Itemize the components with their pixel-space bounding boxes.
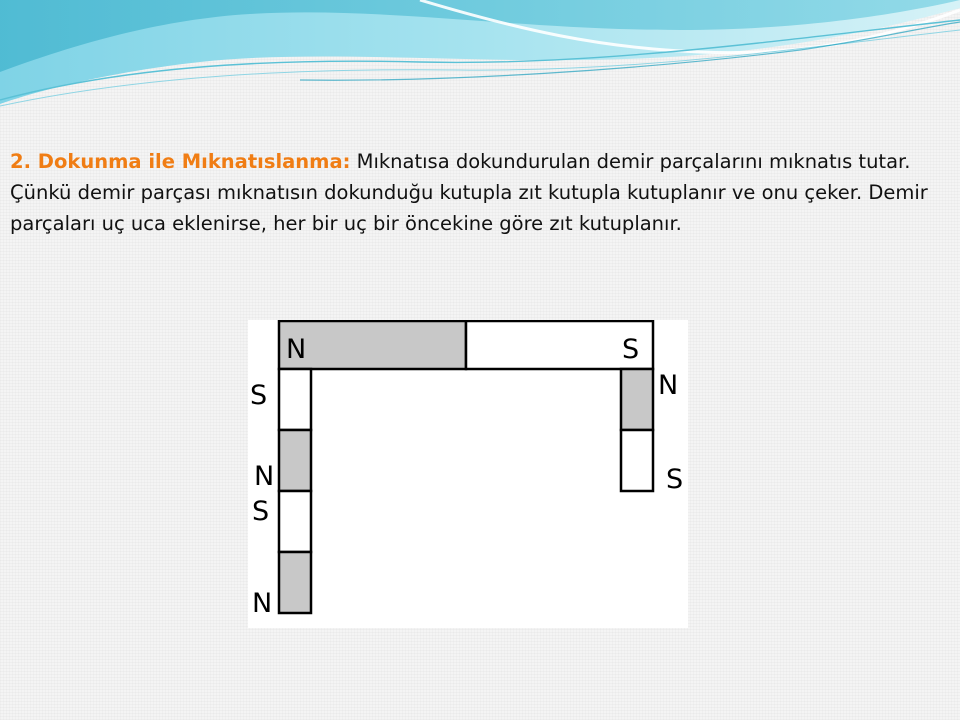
body-paragraph — [10, 146, 945, 239]
wave-header-decoration — [0, 0, 960, 120]
left-chain-pole-2: N — [254, 461, 275, 492]
left-iron-piece-2 — [279, 430, 311, 491]
left-iron-piece-3 — [279, 491, 311, 552]
right-chain-pole-1: N — [658, 370, 679, 401]
paragraph-text: Mıknatısa dokundurulan demir parçalarını mıknatıs tutar. Çünkü demir parçası mıknatısın dokunduğu kutupla zıt kutupla kutuplanır ve onu çeker. Demir parçaları uç uca eklenirse, her bir uç bir öncekine göre zıt kutuplanır. — [10, 150, 928, 235]
magnetization-diagram — [248, 320, 688, 628]
left-chain-pole-1: S — [250, 380, 268, 411]
right-chain-pole-2: S — [666, 464, 684, 495]
right-iron-piece-1 — [621, 369, 653, 430]
left-iron-piece-4 — [279, 552, 311, 613]
section-heading: 2. Dokunma ile Mıknatıslanma: — [10, 150, 351, 173]
magnet-north-label: N — [286, 334, 307, 365]
magnet-north-half — [279, 321, 466, 369]
left-iron-piece-1 — [279, 369, 311, 430]
magnet-south-label: S — [622, 334, 640, 365]
right-iron-piece-2 — [621, 430, 653, 491]
left-chain-pole-4: N — [252, 588, 273, 619]
left-chain-pole-3: S — [252, 496, 270, 527]
